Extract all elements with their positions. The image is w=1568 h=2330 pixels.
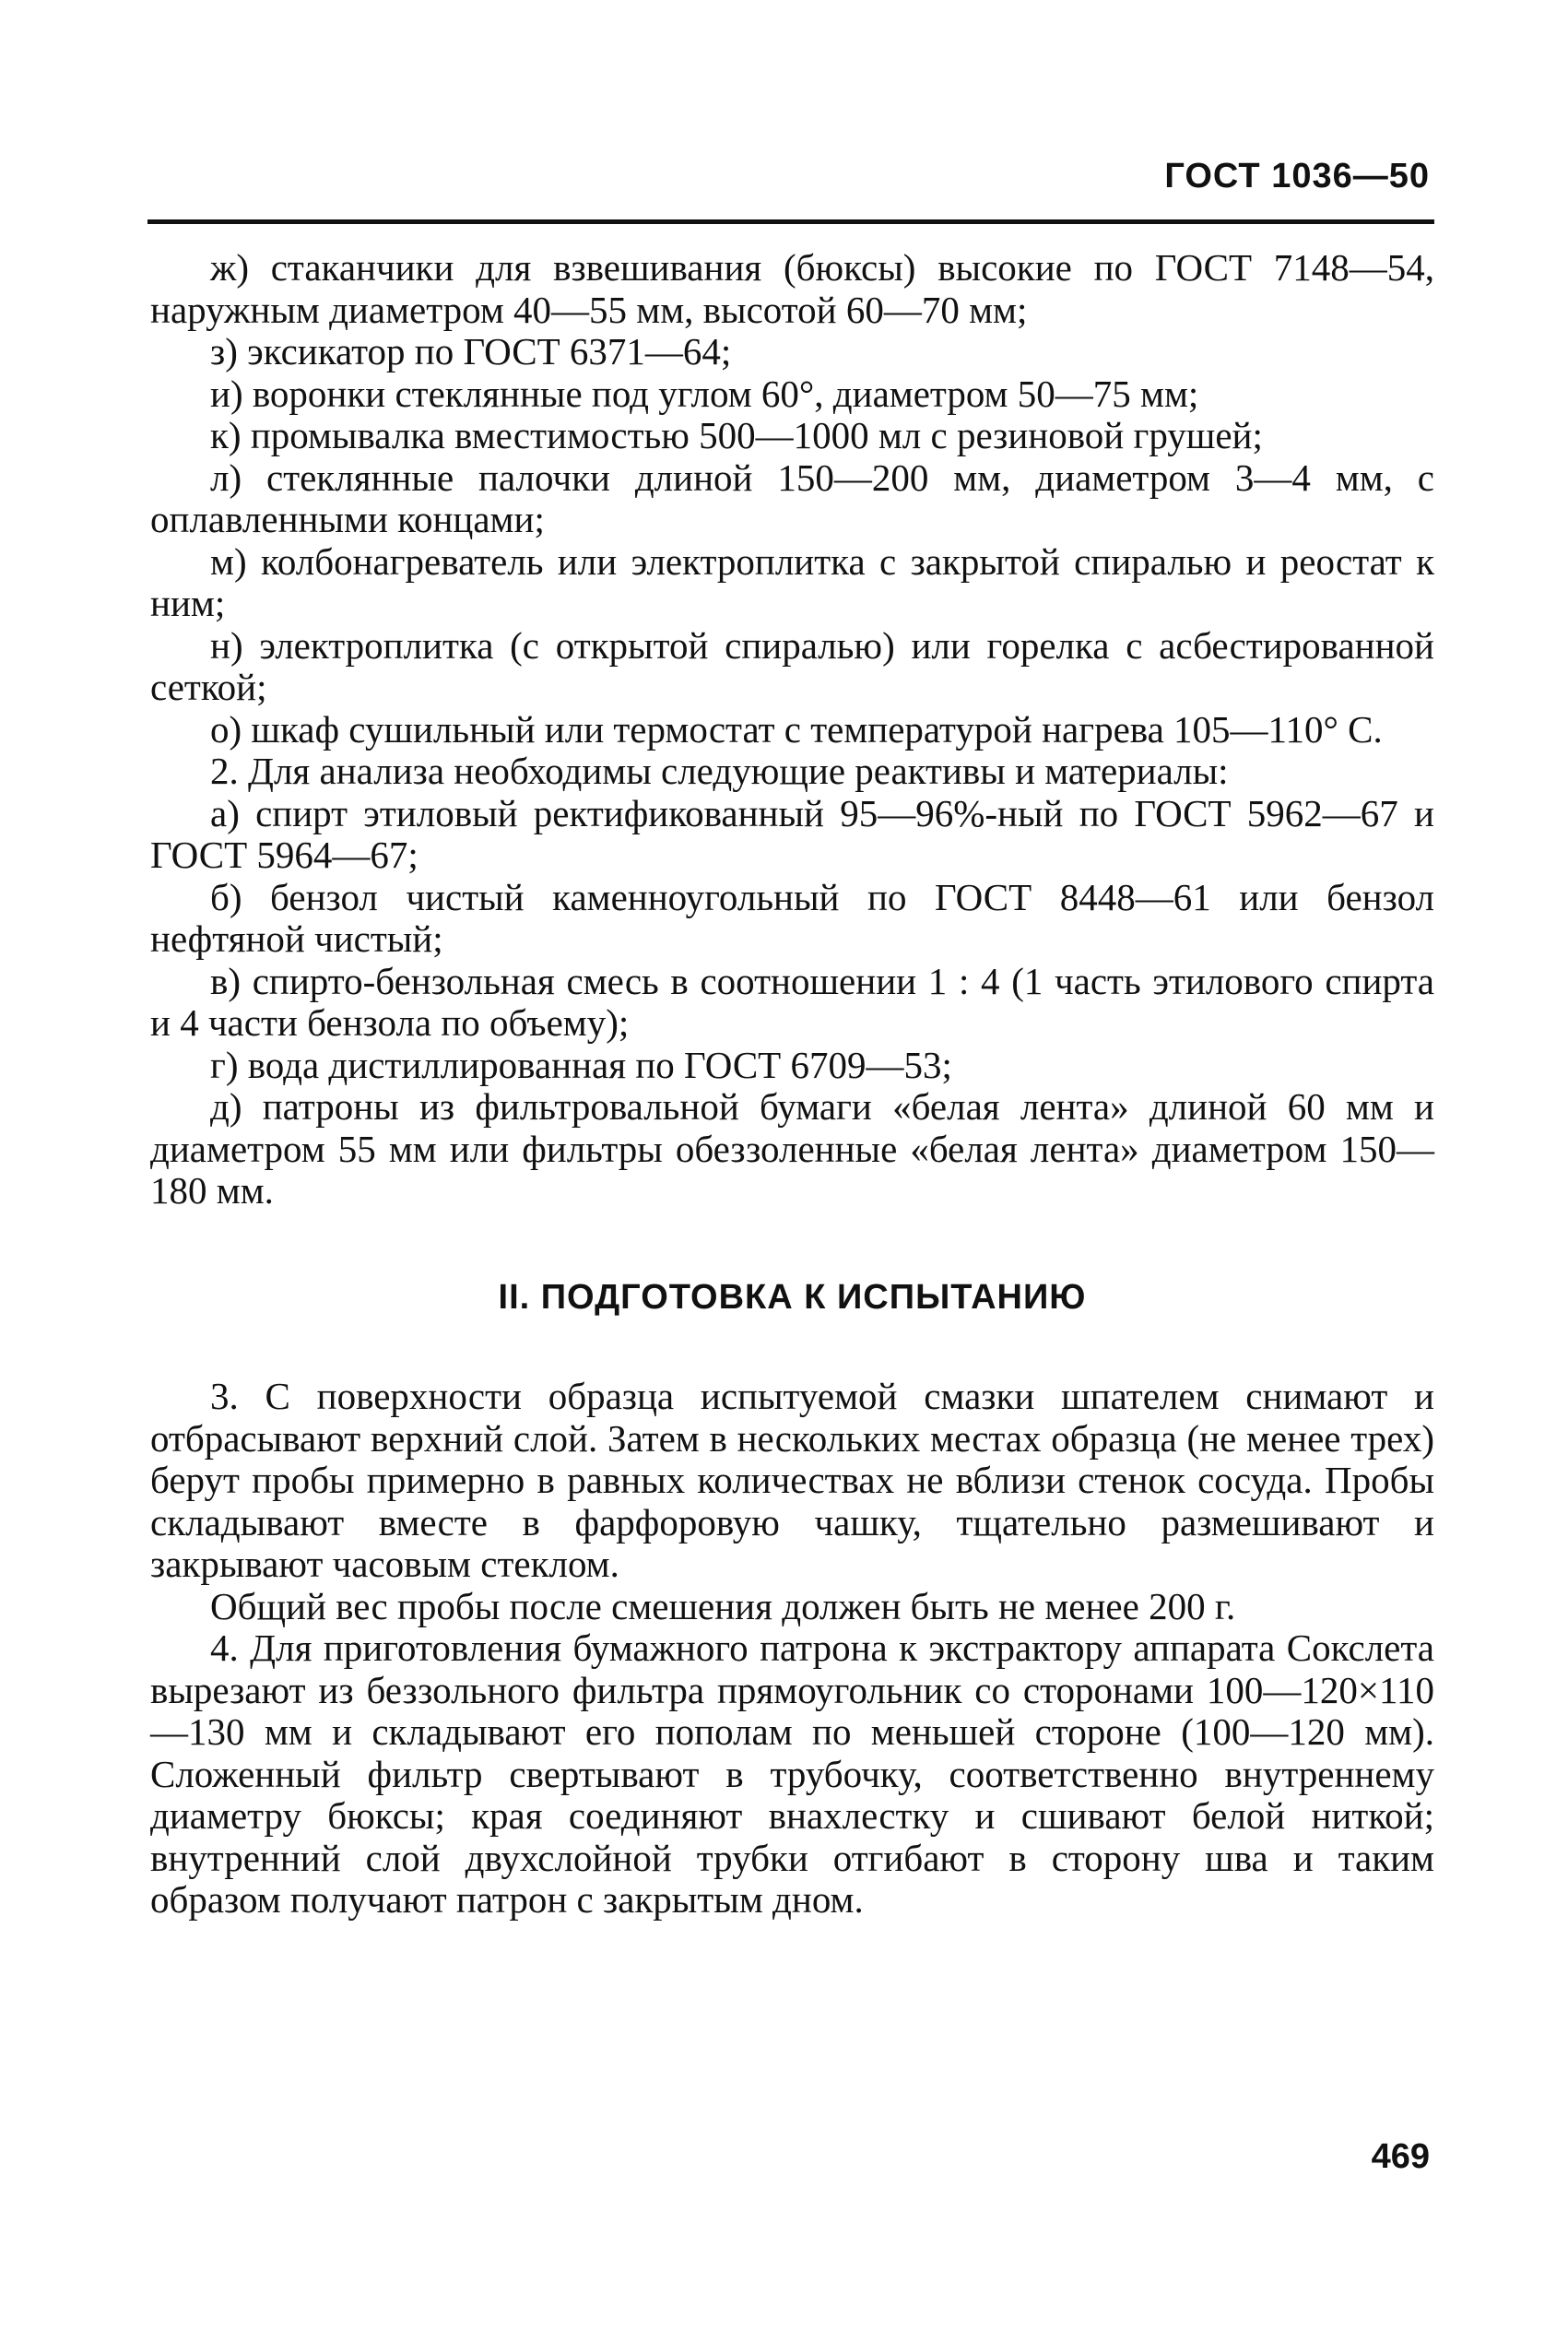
reagent-item-d: д) патроны из фильтровальной бумаги «белая лента» длиной 60 мм и диаметром 55 мм или фильтры обеззоленные «белая лента» диаметром 150—180 мм. xyxy=(150,1085,1434,1212)
equipment-item-l: л) стеклянные палочки длиной 150—200 мм, диаметром 3—4 мм, с оплавленными концами; xyxy=(150,455,1434,540)
reagent-item-b: б) бензол чистый каменноугольный по ГОСТ 8448—61 или бензол нефтяной чистый; xyxy=(150,875,1434,960)
equipment-item-zh: ж) стаканчики для взвешивания (бюксы) высокие по ГОСТ 7148—54, наружным диаметром 40—55 мм, высотой 60—70 мм; xyxy=(150,246,1434,331)
paragraph-3-weight: Общий вес пробы после смешения должен быть не менее 200 г. xyxy=(210,1584,1236,1627)
equipment-item-o: о) шкаф сушильный или термостат с температурой нагрева 105—110° С. xyxy=(210,707,1383,751)
reagent-item-g: г) вода дистиллированная по ГОСТ 6709—53; xyxy=(210,1043,952,1086)
page-body xyxy=(150,247,1434,1922)
equipment-item-n: н) электроплитка (с открытой спиралью) или горелка с асбестированной сеткой; xyxy=(150,623,1434,708)
document-code-header: ГОСТ 1036—50 xyxy=(1164,157,1430,195)
equipment-item-m: м) колбонагреватель или электроплитка с закрытой спиралью и реостат к ним; xyxy=(150,539,1434,624)
paragraph-2: 2. Для анализа необходимы следующие реактивы и материалы: xyxy=(210,750,1229,792)
reagent-item-a: а) спирт этиловый ректификованный 95—96%-ный по ГОСТ 5962—67 и ГОСТ 5964—67; xyxy=(150,791,1434,876)
reagent-item-v: в) спирто-бензольная смесь в соотношении 1 : 4 (1 часть этилового спирта и 4 части бензола по объему); xyxy=(150,959,1434,1044)
section-title: II. ПОДГОТОВКА К ИСПЫТАНИЮ xyxy=(498,1277,1087,1317)
equipment-item-z: з) эксикатор по ГОСТ 6371—64; xyxy=(210,330,732,373)
header-rule xyxy=(147,219,1434,224)
paragraph-4: 4. Для приготовления бумажного патрона к экстрактору аппарата Сокслета вырезают из беззольного фильтра прямоугольник со сторонами 100—120×110—130 мм и складывают его пополам по меньшей стороне (100—120 мм). Сложенный фильтр свертывают в трубочку, соответственно внутреннему диаметру бюксы; края соединяют внахлестку и сшивают белой ниткой; внутренний слой двухслойной трубки отгибают в сторону шва и таким образом получают патрон с закрытым дном. xyxy=(150,1626,1434,1921)
equipment-item-i: и) воронки стеклянные под углом 60°, диаметром 50—75 мм; xyxy=(210,372,1199,415)
page-number: 469 xyxy=(1371,2137,1430,2176)
paragraph-3: 3. С поверхности образца испытуемой смазки шпателем снимают и отбрасывают верхний слой. Затем в нескольких местах образца (не менее трех) берут пробы примерно в равных количествах не вблизи стенок сосуда. Пробы складывают вместе в фарфоровую чашку, тщательно размешивают и закрывают часовым стеклом. xyxy=(150,1375,1434,1585)
equipment-item-k: к) промывалка вместимостью 500—1000 мл с резиновой грушей; xyxy=(210,414,1263,456)
